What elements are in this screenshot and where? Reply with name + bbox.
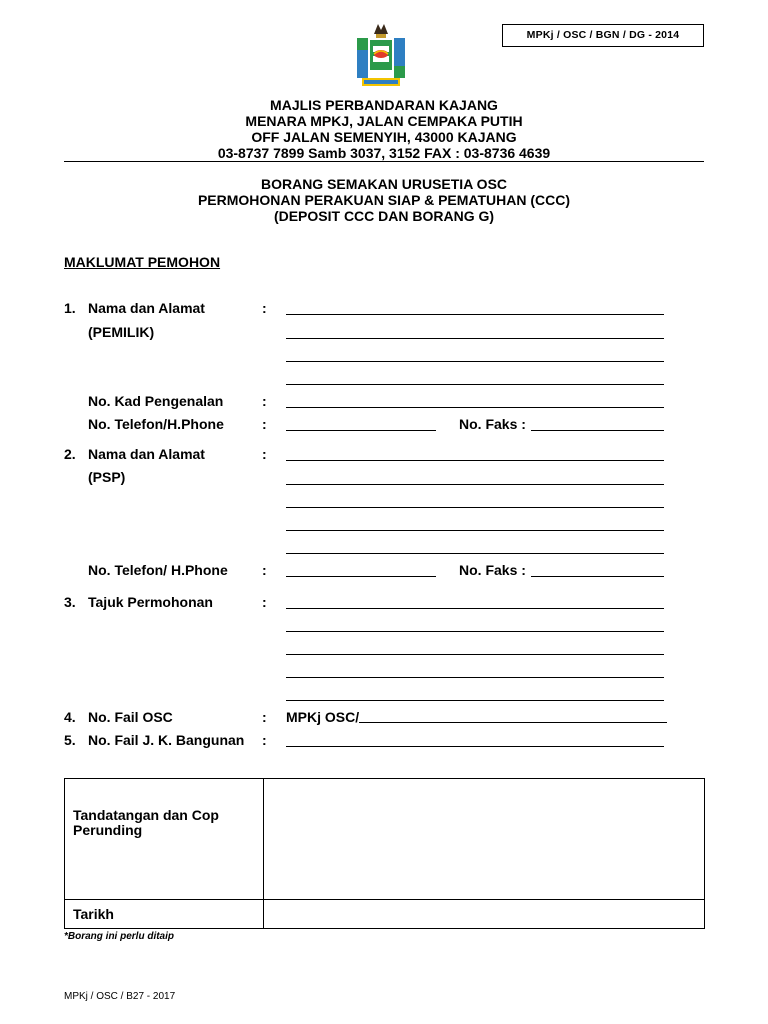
psp-address-line-4[interactable]: [286, 530, 664, 531]
psp-fax-line[interactable]: [531, 576, 664, 577]
field3-label: Tajuk Permohonan: [88, 594, 213, 610]
title-line-1[interactable]: [286, 608, 664, 609]
org-name: MAJLIS PERBANDARAN KAJANG: [270, 97, 498, 113]
owner-address-line-2[interactable]: [286, 338, 664, 339]
owner-fax-label: No. Faks :: [459, 416, 526, 432]
owner-phone-colon: :: [262, 416, 267, 432]
title-line-5[interactable]: [286, 700, 664, 701]
building-file-line[interactable]: [286, 746, 664, 747]
field3-colon: :: [262, 594, 267, 610]
signature-cell[interactable]: [264, 779, 705, 900]
header-divider: [64, 161, 704, 162]
title-line-4[interactable]: [286, 677, 664, 678]
psp-address-line-2[interactable]: [286, 484, 664, 485]
osc-file-prefix: MPKj OSC/: [286, 709, 360, 725]
form-title-line3: (DEPOSIT CCC DAN BORANG G): [273, 208, 495, 224]
ic-colon: :: [262, 393, 267, 409]
psp-phone-line[interactable]: [286, 576, 436, 577]
field1-colon: :: [262, 300, 267, 316]
form-title-line2: PERMOHONAN PERAKUAN SIAP & PEMATUHAN (CCC): [197, 192, 571, 208]
field4-colon: :: [262, 709, 267, 725]
field1-number: 1.: [64, 300, 76, 316]
field4-number: 4.: [64, 709, 76, 725]
field3-number: 3.: [64, 594, 76, 610]
owner-phone-line[interactable]: [286, 430, 436, 431]
psp-address-line-3[interactable]: [286, 507, 664, 508]
psp-address-line-5[interactable]: [286, 553, 664, 554]
owner-fax-line[interactable]: [531, 430, 664, 431]
section-heading: MAKLUMAT PEMOHON: [64, 254, 221, 270]
field5-label: No. Fail J. K. Bangunan: [88, 732, 245, 748]
psp-phone-colon: :: [262, 562, 267, 578]
title-line-3[interactable]: [286, 654, 664, 655]
field1-sublabel: (PEMILIK): [88, 324, 155, 340]
psp-phone-label: No. Telefon/ H.Phone: [88, 562, 228, 578]
psp-fax-label: No. Faks :: [459, 562, 526, 578]
psp-name-line-1[interactable]: [286, 460, 664, 461]
form-title-line1: BORANG SEMAKAN URUSETIA OSC: [260, 176, 508, 192]
org-contact: 03-8737 7899 Samb 3037, 3152 FAX : 03-8736 4639: [217, 145, 551, 161]
field1-label: Nama dan Alamat: [88, 300, 205, 316]
field2-colon: :: [262, 446, 267, 462]
signature-label-cell: [65, 779, 264, 900]
ic-label: No. Kad Pengenalan: [88, 393, 224, 409]
date-cell[interactable]: [264, 900, 705, 929]
date-label-cell: [65, 900, 264, 929]
mpkj-crest-logo: [354, 22, 408, 92]
field2-number: 2.: [64, 446, 76, 462]
ic-number-line[interactable]: [286, 407, 664, 408]
field2-sublabel: (PSP): [88, 469, 126, 485]
footer-code: MPKj / OSC / B27 - 2017: [64, 991, 176, 1002]
owner-address-line-3[interactable]: [286, 361, 664, 362]
field4-label: No. Fail OSC: [88, 709, 173, 725]
date-label: Tarikh: [73, 906, 114, 922]
signature-label: Tandatangan dan Cop Perunding: [73, 807, 219, 838]
owner-phone-label: No. Telefon/H.Phone: [88, 416, 224, 432]
owner-address-line-4[interactable]: [286, 384, 664, 385]
signature-table: [64, 778, 705, 929]
org-address-line1: MENARA MPKJ, JALAN CEMPAKA PUTIH: [245, 113, 523, 129]
typing-note: *Borang ini perlu ditaip: [64, 931, 175, 942]
document-code: MPKj / OSC / BGN / DG - 2014: [502, 24, 704, 47]
field5-number: 5.: [64, 732, 76, 748]
field2-label: Nama dan Alamat: [88, 446, 205, 462]
owner-name-line-1[interactable]: [286, 314, 664, 315]
title-line-2[interactable]: [286, 631, 664, 632]
field5-colon: :: [262, 732, 267, 748]
org-address-line2: OFF JALAN SEMENYIH, 43000 KAJANG: [251, 129, 517, 145]
osc-file-line[interactable]: [359, 722, 667, 723]
